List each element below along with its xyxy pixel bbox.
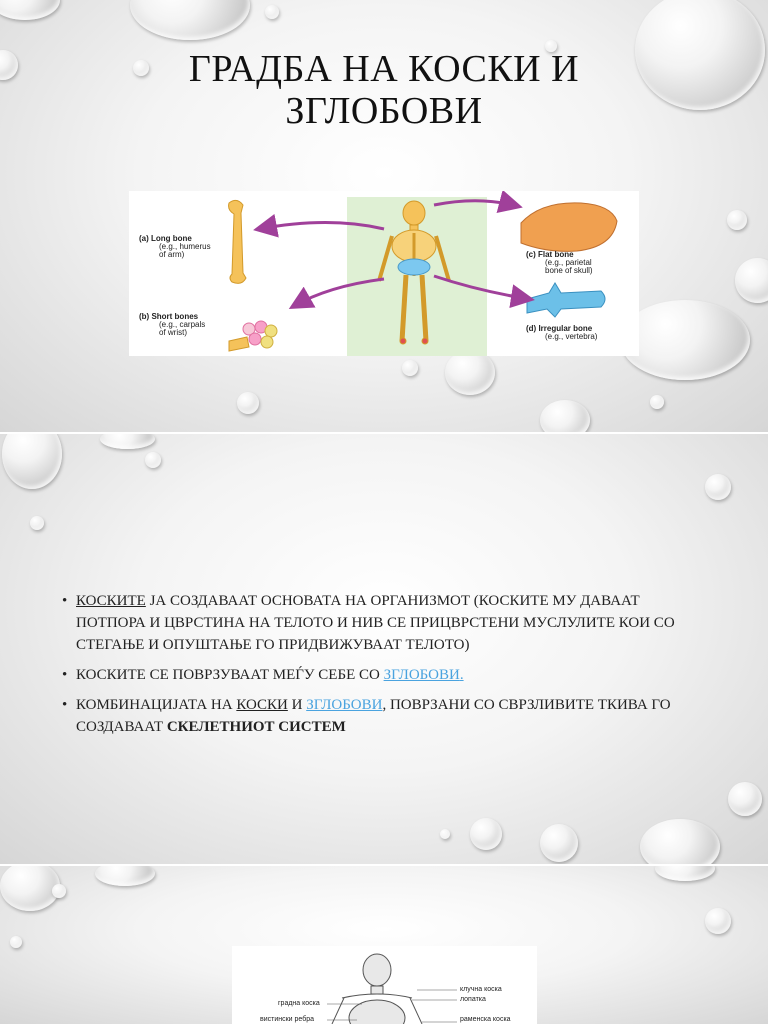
bullet-3-mid: И	[287, 697, 307, 713]
water-drop	[728, 782, 762, 816]
label-d-sub: (e.g., vertebra)	[545, 332, 598, 341]
bones-term: КОСКИТЕ	[76, 593, 146, 609]
water-drop	[650, 395, 664, 409]
slide-2	[0, 434, 768, 864]
bones-term: КОСКИ	[236, 697, 288, 713]
label-b: (b) Short bones	[139, 312, 199, 321]
joints-link[interactable]: ЗГЛОБОВИ	[383, 667, 460, 683]
label-ribs: вистински ребра	[260, 1016, 315, 1023]
water-drop	[727, 210, 747, 230]
water-drop	[100, 434, 155, 449]
water-drop	[265, 5, 279, 19]
water-drop	[30, 516, 44, 530]
label-sternum: градна коска	[278, 1000, 320, 1007]
water-drop	[540, 824, 578, 862]
bullet-dot: •	[62, 667, 68, 683]
label-c: (c) Flat bone	[526, 250, 574, 259]
long-bone-icon	[229, 200, 246, 283]
water-drop	[95, 866, 155, 886]
slide-1	[0, 0, 768, 432]
bullet-dot: •	[62, 593, 68, 609]
water-drop	[440, 829, 450, 839]
water-drop	[402, 360, 418, 376]
water-drop	[445, 350, 495, 395]
page-title	[0, 48, 768, 132]
joints-link[interactable]: ЗГЛОБОВИ	[306, 697, 383, 713]
water-drop	[0, 866, 60, 911]
water-drop	[640, 819, 720, 864]
title-line-2: ЗГЛОБОВИ	[285, 90, 483, 132]
water-drop	[705, 474, 731, 500]
bullet-2-text: КОСКИТЕ СЕ ПОВРЗУВААТ МЕЃУ СЕБЕ СО	[76, 667, 384, 683]
label-c-sub: (e.g., parietal	[545, 258, 592, 267]
skeleton-figure	[232, 946, 537, 1024]
label-clavicle: клучна коска	[460, 986, 502, 993]
water-drop	[145, 452, 161, 468]
short-bones-icon	[229, 321, 277, 351]
label-scapula: лопатка	[460, 996, 486, 1003]
bone-types-figure	[129, 191, 639, 356]
water-drop	[655, 866, 715, 881]
water-drop	[705, 908, 731, 934]
water-drop	[2, 434, 62, 489]
bullet-3-start: КОМБИНАЦИЈАТА НА	[76, 697, 237, 713]
list-item	[62, 590, 702, 656]
list-item	[62, 664, 702, 686]
water-drop	[130, 0, 250, 40]
label-d: (d) Irregular bone	[526, 324, 593, 333]
skeletal-system-term: СКЕЛЕТНИОТ СИСТЕМ	[166, 719, 346, 735]
skeleton-icon	[379, 201, 449, 344]
label-a-sub: (e.g., humerus	[159, 242, 211, 251]
label-b-sub: of wrist)	[159, 328, 187, 337]
bullet-3-text: , ПОВРЗАНИ СО СВРЗЛИВИТЕ ТКИВА ГО СОЗДАВААТ	[76, 697, 671, 735]
bullet-2-end: .	[459, 667, 464, 683]
water-drop	[237, 392, 259, 414]
irregular-bone-icon	[527, 283, 605, 317]
label-c-sub: bone of skull)	[545, 266, 593, 275]
flat-bone-icon	[521, 203, 617, 252]
skeleton-illustration	[232, 946, 537, 1024]
list-item	[62, 694, 702, 738]
label-a-sub: of arm)	[159, 250, 185, 259]
bullet-list	[62, 590, 702, 746]
label-b-sub: (e.g., carpals	[159, 320, 206, 329]
bullet-dot: •	[62, 697, 68, 713]
label-a: (a) Long bone	[139, 234, 192, 243]
water-drop	[52, 884, 66, 898]
water-drop	[735, 258, 768, 303]
water-drop	[540, 400, 590, 432]
water-drop	[620, 300, 750, 380]
water-drop	[470, 818, 502, 850]
label-humerus: раменска коска	[460, 1016, 511, 1023]
water-drop	[0, 0, 60, 20]
water-drop	[10, 936, 22, 948]
title-line-1: ГРАДБА НА КОСКИ И	[188, 48, 580, 90]
bullet-1-text: ЈА СОЗДАВААТ ОСНОВАТА НА ОРГАНИЗМОТ (КОСКИТЕ МУ ДАВААТ ПОТПОРА И ЦВРСТИНА НА ТЕЛОТО И НИВ СЕ ПРИЦВРСТЕНИ МУСЛУЛИТЕ КОИ СО СТЕГАЊЕ И ОПУШТАЊЕ ГО ПРИДВИЖУВААТ ТЕЛОТО)	[76, 593, 675, 653]
